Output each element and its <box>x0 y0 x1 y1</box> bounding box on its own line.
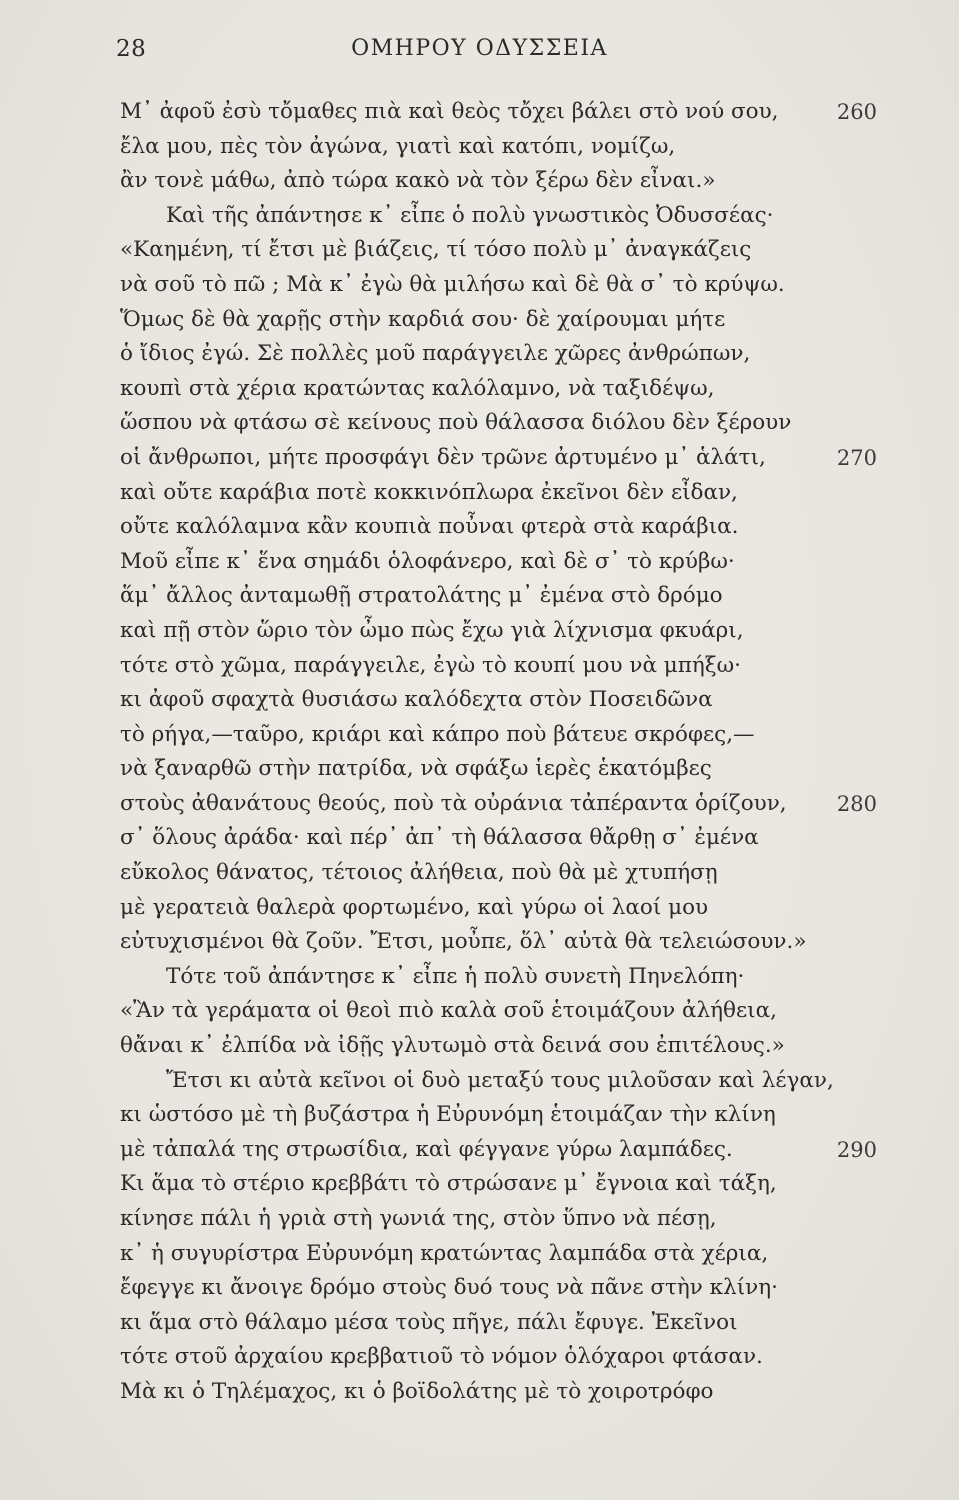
verse-line <box>0 199 959 234</box>
verse-text: ἂν τονὲ μάθω, ἀπὸ τώρα κακὸ νὰ τὸν ξέρω δὲν εἶναι.» <box>120 168 716 194</box>
verse-text: κίνησε πάλι ἡ γριὰ στὴ γωνιά της, στὸν ὕπνο νὰ πέσῃ, <box>120 1206 717 1231</box>
verse-text: καὶ πῇ στὸν ὥριο τὸν ὦμο πὼς ἔχω γιὰ λίχνισμα φκυάρι, <box>120 617 744 643</box>
verse-line <box>0 1167 959 1202</box>
verse-text: Ὅμως δὲ θὰ χαρῇς στὴν καρδιά σου· δὲ χαίρουμαι μήτε <box>120 306 726 332</box>
verse-text: οὔτε καλόλαμνα κἂν κουπιὰ ποὖναι φτερὰ στὰ καράβια. <box>120 514 739 540</box>
verse-line <box>0 1029 959 1064</box>
verse-text: Μ᾽ ἀφοῦ ἐσὺ τὄμαθες πιὰ καὶ θεὸς τὄχει βάλει στὸ νού σου, <box>120 99 779 124</box>
verse-line <box>0 1375 959 1410</box>
line-number: 290 <box>836 1137 877 1162</box>
verse-line <box>0 614 959 649</box>
verse-line <box>0 545 959 580</box>
verse-line <box>0 960 959 995</box>
verse-line <box>0 994 959 1029</box>
verse-text: «Καημένη, τί ἔτσι μὲ βιάζεις, τί τόσο πολὺ μ᾽ ἀναγκάζεις <box>120 237 752 263</box>
verse-line <box>0 303 959 338</box>
verse-line <box>0 268 959 303</box>
verse-text: Καὶ τῆς ἀπάντησε κ᾽ εἶπε ὁ πολὺ γνωστικὸς Ὀδυσσέας· <box>166 202 774 228</box>
verse-text: μὲ γερατειὰ θαλερὰ φορτωμένο, καὶ γύρω οἱ λαοί μου <box>120 894 709 920</box>
verse-line <box>0 1202 959 1237</box>
verse-line <box>0 1133 959 1168</box>
running-title: ΟΜΗΡΟΥ ΟΔΥΣΣΕΙΑ <box>351 36 608 61</box>
verse-line <box>0 821 959 856</box>
verse-text: τὸ ρήγα,—ταῦρο, κριάρι καὶ κάπρο ποὺ βάτευε σκρόφες,— <box>120 721 755 747</box>
verse-text: Μὰ κι ὁ Τηλέμαχος, κι ὁ βοϊδολάτης μὲ τὸ χοιροτρόφο <box>120 1378 714 1404</box>
verse-line <box>0 787 959 822</box>
verse-text: κ᾽ ἡ συγυρίστρα Εὐρυνόμη κρατώντας λαμπάδα στὰ χέρια, <box>120 1240 769 1266</box>
verse-line <box>0 95 959 130</box>
verse-line <box>0 1340 959 1375</box>
poem-text <box>0 95 959 1410</box>
line-number: 260 <box>836 100 877 124</box>
verse-text: Τότε τοῦ ἀπάντησε κ᾽ εἶπε ἡ πολὺ συνετὴ Πηνελόπη· <box>166 963 745 989</box>
verse-line <box>0 856 959 891</box>
verse-line <box>0 1237 959 1272</box>
verse-text: τότε στοῦ ἀρχαίου κρεββατιοῦ τὸ νόμον ὁλόχαροι φτάσαν. <box>120 1344 763 1370</box>
verse-line <box>0 579 959 614</box>
verse-line <box>0 337 959 372</box>
verse-line <box>0 130 959 165</box>
verse-line <box>0 752 959 787</box>
page-number: 28 <box>116 36 147 62</box>
page-header <box>0 36 959 66</box>
verse-text: στοὺς ἀθανάτους θεούς, ποὺ τὰ οὐράνια τἀπέραντα ὁρίζουν, <box>120 790 787 816</box>
verse-text: ὁ ἴδιος ἐγώ. Σὲ πολλὲς μοῦ παράγγειλε χῶρες ἀνθρώπων, <box>120 341 751 367</box>
verse-line <box>0 683 959 718</box>
verse-text: σ᾽ ὅλους ἀράδα· καὶ πέρ᾽ ἀπ᾽ τὴ θάλασσα θἄρθῃ σ᾽ ἐμένα <box>120 825 759 851</box>
verse-text: οἱ ἄνθρωποι, μήτε προσφάγι δὲν τρῶνε ἀρτυμένο μ᾽ ἁλάτι, <box>120 444 766 470</box>
verse-text: Ἔτσι κι αὐτὰ κεῖνοι οἱ δυὸ μεταξύ τους μιλοῦσαν καὶ λέγαν, <box>166 1067 834 1093</box>
verse-text: ἅμ᾽ ἄλλος ἀνταμωθῇ στρατολάτης μ᾽ ἐμένα στὸ δρόμο <box>120 583 723 609</box>
verse-text: Κι ἅμα τὸ στέριο κρεββάτι τὸ στρώσανε μ᾽ ἔγνοια καὶ τάξη, <box>120 1171 777 1197</box>
verse-line <box>0 718 959 753</box>
verse-line <box>0 1271 959 1306</box>
verse-text: «Ἂν τὰ γεράματα οἱ θεοὶ πιὸ καλὰ σοῦ ἑτοιμάζουν ἀλήθεια, <box>120 998 777 1024</box>
verse-line <box>0 1064 959 1099</box>
verse-text: μὲ τἀπαλά της στρωσίδια, καὶ φέγγανε γύρω λαμπάδες. <box>120 1136 733 1162</box>
verse-line <box>0 406 959 441</box>
verse-text: κι ἅμα στὸ θάλαμο μέσα τοὺς πῆγε, πάλι ἔφυγε. Ἐκεῖνοι <box>120 1309 738 1335</box>
verse-line <box>0 476 959 511</box>
verse-line <box>0 510 959 545</box>
verse-text: θἄναι κ᾽ ἐλπίδα νὰ ἰδῇς γλυτωμὸ στὰ δεινά σου ἐπιτέλους.» <box>120 1033 785 1059</box>
verse-text: νὰ ξαναρθῶ στὴν πατρίδα, νὰ σφάξω ἱερὲς ἑκατόμβες <box>120 756 712 782</box>
verse-line <box>0 1306 959 1341</box>
verse-line <box>0 233 959 268</box>
verse-text: ἔφεγγε κι ἄνοιγε δρόμο στοὺς δυό τους νὰ πᾶνε στὴν κλίνη· <box>120 1275 778 1301</box>
line-number: 270 <box>836 445 877 470</box>
verse-text: κι ἀφοῦ σφαχτὰ θυσιάσω καλόδεχτα στὸν Ποσειδῶνα <box>120 687 713 713</box>
verse-text: ὥσπου νὰ φτάσω σὲ κείνους ποὺ θάλασσα διόλου δὲν ξέρουν <box>120 410 792 436</box>
verse-text: νὰ σοῦ τὸ πῶ ; Μὰ κ᾽ ἐγὼ θὰ μιλήσω καὶ δὲ θὰ σ᾽ τὸ κρύψω. <box>120 271 785 297</box>
line-number: 280 <box>836 791 877 816</box>
verse-line <box>0 1098 959 1133</box>
verse-text: τότε στὸ χῶμα, παράγγειλε, ἐγὼ τὸ κουπί μου νὰ μπήξω· <box>120 652 741 678</box>
verse-text: εὔκολος θάνατος, τέτοιος ἀλήθεια, ποὺ θὰ μὲ χτυπήσῃ <box>120 860 718 886</box>
verse-line <box>0 925 959 960</box>
verse-line <box>0 164 959 199</box>
verse-line <box>0 441 959 476</box>
verse-text: καὶ οὔτε καράβια ποτὲ κοκκινόπλωρα ἐκεῖνοι δὲν εἶδαν, <box>120 479 738 505</box>
verse-text: εὐτυχισμένοι θὰ ζοῦν. Ἔτσι, μοὖπε, ὅλ᾽ αὐτὰ θὰ τελειώσουν.» <box>120 929 807 955</box>
verse-line <box>0 649 959 684</box>
verse-text: κουπὶ στὰ χέρια κρατώντας καλόλαμνο, νὰ ταξιδέψω, <box>120 375 715 401</box>
verse-line <box>0 372 959 407</box>
verse-text: Μοῦ εἶπε κ᾽ ἕνα σημάδι ὁλοφάνερο, καὶ δὲ σ᾽ τὸ κρύβω· <box>120 548 735 574</box>
verse-line <box>0 891 959 926</box>
verse-text: ἔλα μου, πὲς τὸν ἀγώνα, γιατὶ καὶ κατόπι, νομίζω, <box>120 133 676 159</box>
verse-text: κι ὡστόσο μὲ τὴ βυζάστρα ἡ Εὐρυνόμη ἑτοιμάζαν τὴν κλίνη <box>120 1102 776 1128</box>
